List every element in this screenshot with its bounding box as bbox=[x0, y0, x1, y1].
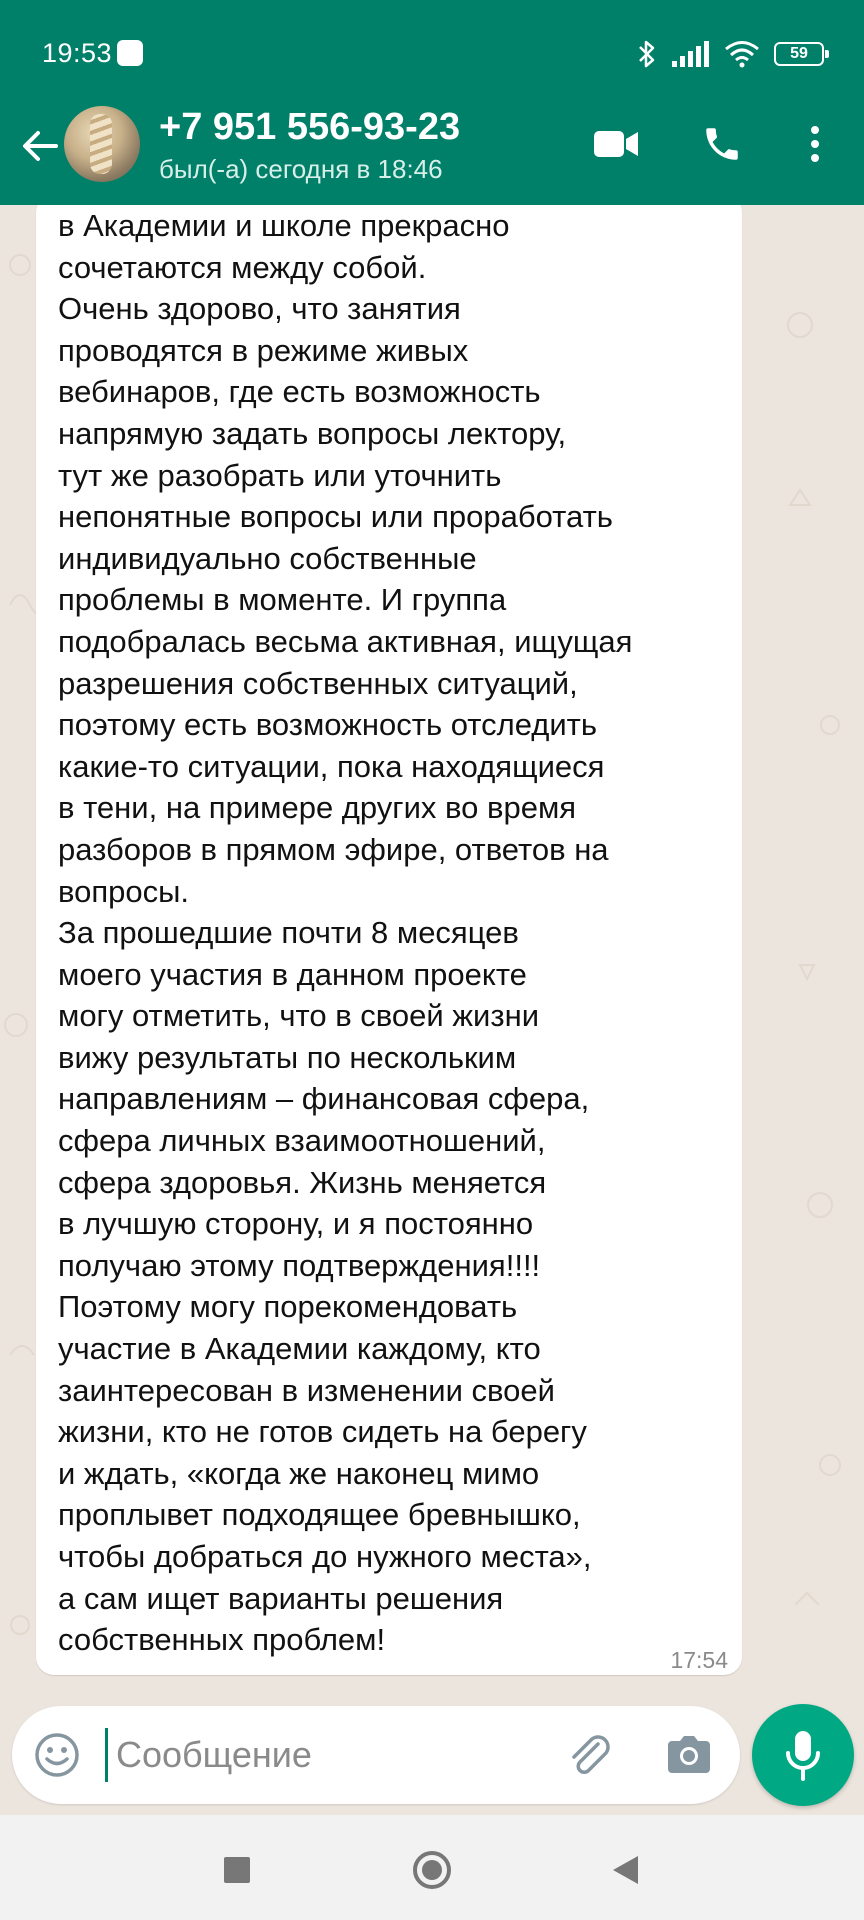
camera-icon[interactable] bbox=[662, 1728, 716, 1782]
more-options-button[interactable] bbox=[787, 116, 843, 172]
status-icons bbox=[636, 34, 824, 74]
notification-icon bbox=[117, 40, 143, 66]
microphone-icon bbox=[783, 1729, 823, 1781]
avatar[interactable] bbox=[64, 106, 140, 182]
navigation-bar bbox=[0, 1815, 864, 1920]
video-camera-icon bbox=[592, 127, 640, 161]
signal-icon bbox=[672, 41, 710, 67]
battery-icon bbox=[774, 42, 824, 66]
message-composer bbox=[12, 1706, 740, 1804]
text-cursor bbox=[105, 1728, 108, 1782]
chat-area[interactable] bbox=[0, 205, 864, 1687]
back-button[interactable] bbox=[600, 1845, 650, 1895]
triangle-back-icon bbox=[610, 1854, 640, 1886]
voice-message-button[interactable] bbox=[752, 1704, 854, 1806]
paperclip-icon[interactable] bbox=[562, 1728, 616, 1782]
more-vert-icon bbox=[809, 124, 821, 164]
message-input[interactable] bbox=[116, 1724, 556, 1786]
voice-call-button[interactable] bbox=[694, 116, 750, 172]
status-time: 19:53 bbox=[42, 38, 113, 68]
wifi-icon bbox=[724, 40, 760, 68]
arrow-left-icon[interactable] bbox=[18, 124, 62, 168]
top-bar bbox=[0, 0, 864, 205]
bluetooth-icon bbox=[636, 38, 658, 70]
message-time: 17:54 bbox=[670, 1647, 728, 1673]
home-button[interactable] bbox=[407, 1845, 457, 1895]
contact-name[interactable]: +7 951 556-93-23 bbox=[159, 106, 461, 148]
circle-icon bbox=[411, 1849, 453, 1891]
chat-header bbox=[0, 106, 864, 205]
square-icon bbox=[222, 1855, 252, 1885]
recents-button[interactable] bbox=[212, 1845, 262, 1895]
message-text: в Академии и школе прекрасно сочетаются между собой. Очень здорово, что занятия проводятся в режиме живых вебинаров, где есть возможность напрямую задать вопросы лектору, тут же разобрать или уточнить непонятные вопросы или проработать индивидуально собственные проблемы в моменте. И группа подобралась весьма активная, ищущая разрешения собственных ситуаций, поэтому есть возможность отследить какие-то ситуации, пока находящиеся в тени, на примере других во время разборов в прямом эфире, ответов на вопросы. За прошедшие почти 8 месяцев моего участия в данном проекте могу отметить, что в своей жизни вижу результаты по нескольким направлениям – финансовая сфера, сфера личных взаимоотношений, сфера здоровья. Жизнь меняется в лучшую сторону, и я постоянно получаю этому подтверждения!!!! Поэтому могу порекомендовать участие в Академии каждому, кто заинтересован в изменении своей жизни, кто не готов сидеть на берегу и ждать, «когда же наконец мимо проплывет подходящее бревнышко, чтобы добраться до нужного места», а сам ищет варианты решения собственных проблем! bbox=[58, 208, 633, 1658]
status-bar bbox=[0, 0, 864, 106]
battery-level: 59 bbox=[790, 45, 808, 62]
phone-icon bbox=[701, 123, 743, 165]
video-call-button[interactable] bbox=[588, 116, 644, 172]
last-seen-status: был(-а) сегодня в 18:46 bbox=[159, 154, 443, 184]
emoji-icon[interactable] bbox=[32, 1730, 82, 1780]
